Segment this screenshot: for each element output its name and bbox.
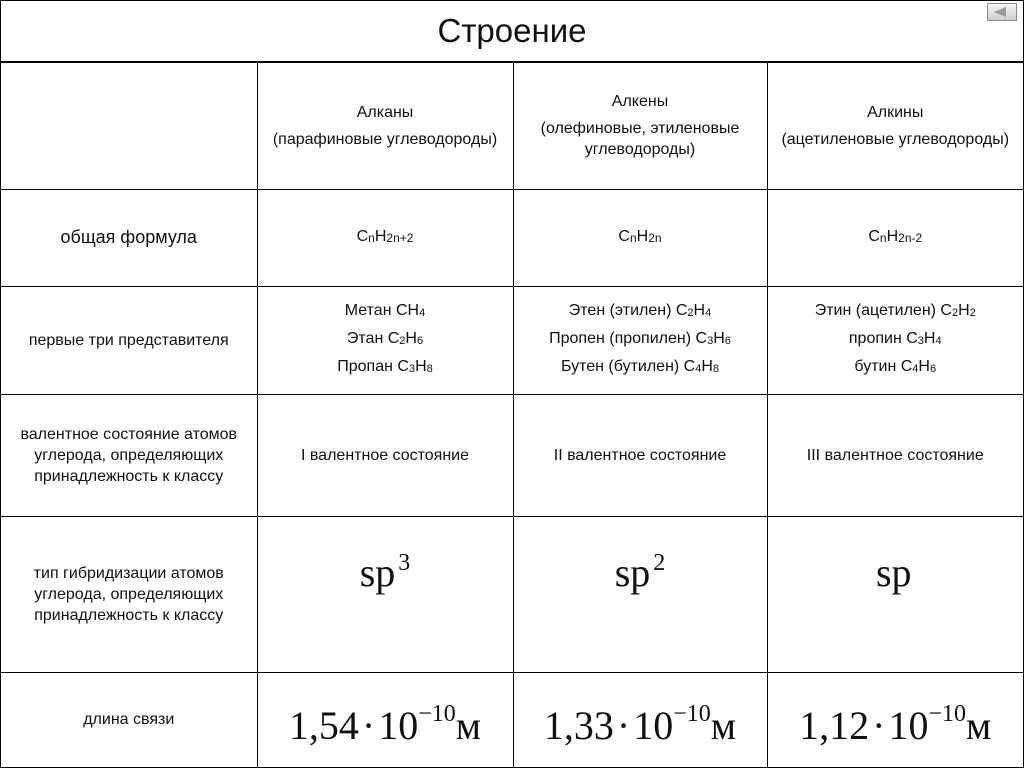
row-hybridization [1, 516, 1023, 672]
list-item: пропин $C_3H_4$ [848, 330, 942, 347]
hybridization-cell: sp $^2$ [513, 516, 767, 672]
valence-cell: III валентное состояние [767, 394, 1023, 516]
hybridization-cell: sp $^3$ [257, 516, 513, 672]
list-item: Этен (этилен) $C_2H_4$ [568, 302, 712, 319]
row-label: общая формула [1, 189, 257, 286]
row-general-formula [1, 189, 1023, 286]
header-alkenes [513, 63, 767, 189]
back-button[interactable] [987, 3, 1017, 21]
table-header-row [1, 63, 1023, 189]
valence-cell: I валентное состояние [257, 394, 513, 516]
bond-length-cell: $1,33\cdot 10^{-10}м$ [513, 672, 767, 767]
header-class-name: Алкины [867, 103, 924, 121]
header-alkanes [257, 63, 513, 189]
formula-cell: $C_nH_{2n+2}$ [257, 189, 513, 286]
header-class-name: Алканы [356, 103, 414, 121]
header-alkynes [767, 63, 1023, 189]
representatives-cell [767, 286, 1023, 394]
representatives-cell [257, 286, 513, 394]
back-arrow-icon [993, 7, 1011, 17]
list-item: Метан $CH_4$ [344, 302, 426, 319]
row-first-three-representatives [1, 286, 1023, 394]
list-item: Бутен (бутилен) $C_4H_8$ [560, 358, 720, 375]
list-item: Этин (ацетилен) $C_2H_2$ [814, 302, 976, 319]
header-class-desc: (парафиновые углеводороды) [272, 130, 498, 148]
header-class-desc: (олефиновые, этиленовые углеводороды) [540, 120, 740, 159]
page-title: Строение [437, 12, 587, 49]
valence-cell: II валентное состояние [513, 394, 767, 516]
header-class-name: Алкены [611, 93, 669, 111]
list-item: бутин $C_4H_6$ [854, 358, 937, 375]
list-item: Пропен (пропилен) $C_3H_6$ [549, 330, 731, 347]
list-item: Пропан $C_3H_8$ [337, 358, 433, 375]
bond-length-cell: $1,12\cdot 10^{-10}м$ [767, 672, 1023, 767]
row-label: первые три представителя [1, 286, 257, 394]
list-item: Этан $C_2H_6$ [346, 330, 424, 347]
hybridization-cell: sp [767, 516, 1023, 672]
representatives-cell [513, 286, 767, 394]
row-label: тип гибридизации атомов углерода, определяющих принадлежность к классу [1, 516, 257, 672]
formula-cell: $C_nH_{2n-2}$ [767, 189, 1023, 286]
alkane-structure-table [1, 63, 1023, 767]
row-label: длина связи [1, 672, 257, 767]
formula-cell: $C_nH_{2n}$ [513, 189, 767, 286]
header-empty-cell [1, 63, 257, 189]
row-label: валентное состояние атомов углерода, определяющих принадлежность к классу [1, 394, 257, 516]
bond-length-cell: $1,54\cdot 10^{-10}м$ [257, 672, 513, 767]
row-bond-length [1, 672, 1023, 767]
title-bar [1, 1, 1023, 63]
row-valence-state [1, 394, 1023, 516]
header-class-desc: (ацетиленовые углеводороды) [781, 130, 1010, 148]
